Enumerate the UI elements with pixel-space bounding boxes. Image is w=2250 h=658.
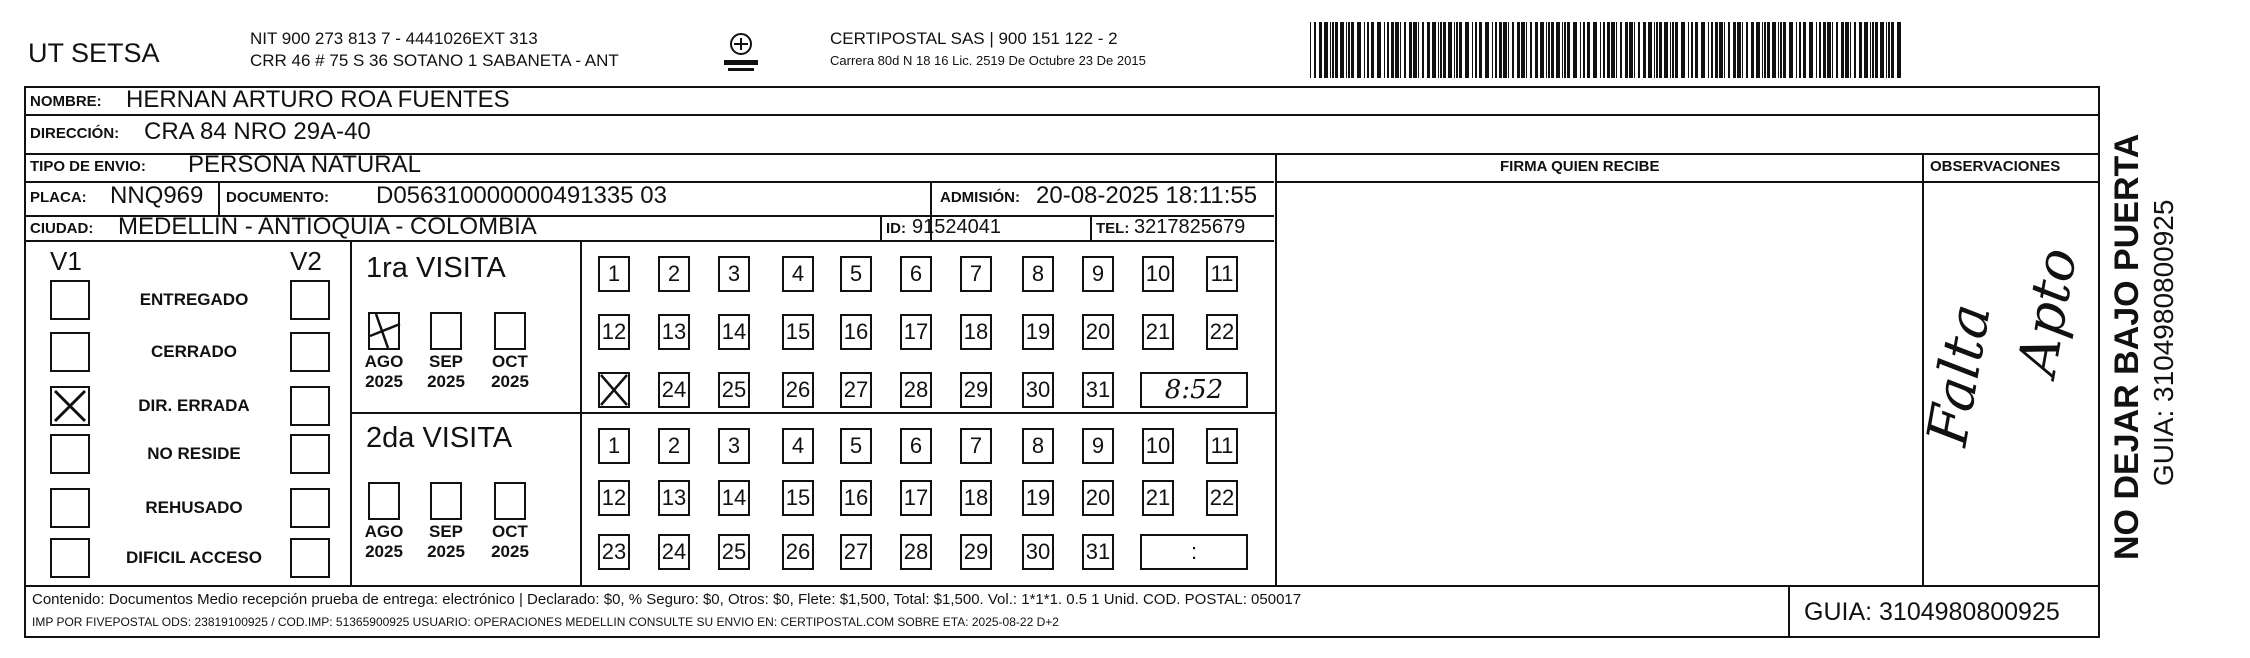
second-visit-month-label: [420, 522, 472, 561]
v1-label: V1: [50, 246, 82, 276]
second-visit-month-label: [358, 522, 410, 561]
first-visit-title: 1ra VISITA: [366, 252, 506, 284]
certipostal-logo: [718, 30, 764, 74]
first-visit-month-checkbox[interactable]: [430, 312, 462, 350]
first-visit-day-27[interactable]: 27: [840, 372, 872, 408]
direccion-label: DIRECCIÓN:: [30, 125, 120, 142]
second-visit-day-14[interactable]: 14: [718, 480, 750, 516]
second-visit-day-15[interactable]: 15: [782, 480, 814, 516]
v1-checkbox[interactable]: [50, 332, 90, 372]
v2-checkbox[interactable]: [290, 386, 330, 426]
id-label: ID:: [886, 220, 906, 237]
second-visit-day-9[interactable]: 9: [1082, 428, 1114, 464]
first-visit-day-5[interactable]: 5: [840, 256, 872, 292]
second-visit-day-11[interactable]: 11: [1206, 428, 1238, 464]
second-visit-month-checkbox[interactable]: [368, 482, 400, 520]
first-visit-day-17[interactable]: 17: [900, 314, 932, 350]
first-visit-day-1[interactable]: 1: [598, 256, 630, 292]
first-visit-time-box[interactable]: 8:52: [1140, 372, 1248, 408]
first-visit-day-20[interactable]: 20: [1082, 314, 1114, 350]
first-visit-day-29[interactable]: 29: [960, 372, 992, 408]
second-visit-day-21[interactable]: 21: [1142, 480, 1174, 516]
first-visit-day-2[interactable]: 2: [658, 256, 690, 292]
footer-imp: IMP POR FIVEPOSTAL ODS: 23819100925 / COD.IMP: 51365900925 USUARIO: OPERACIONES MEDELLIN CONSULTE SU ENVIO EN: CERTIPOSTAL.COM SOBRE ETA: 2025-08-22 D+2: [32, 615, 1059, 629]
second-visit-day-19[interactable]: 19: [1022, 480, 1054, 516]
first-visit-day-22[interactable]: 22: [1206, 314, 1238, 350]
observation-handwritten-apto: Apto: [2005, 243, 2090, 381]
first-visit-day-12[interactable]: 12: [598, 314, 630, 350]
second-visit-day-18[interactable]: 18: [960, 480, 992, 516]
month-name: OCT: [492, 352, 528, 371]
tel-value: 3217825679: [1134, 216, 1246, 238]
first-visit-day-30[interactable]: 30: [1022, 372, 1054, 408]
month-year: 2025: [427, 541, 465, 561]
status-option-label: REHUSADO: [145, 498, 243, 517]
v2-checkbox[interactable]: [290, 280, 330, 320]
admision-label: ADMISIÓN:: [940, 189, 1020, 206]
second-visit-day-22[interactable]: 22: [1206, 480, 1238, 516]
second-visit-day-2[interactable]: 2: [658, 428, 690, 464]
status-option-label: ENTREGADO: [139, 290, 249, 309]
tipo-value: PERSONA NATURAL: [188, 151, 421, 178]
first-visit-month-checkbox[interactable]: [368, 312, 400, 350]
second-visit-day-5[interactable]: 5: [840, 428, 872, 464]
month-year: 2025: [365, 371, 403, 391]
status-option-label: NO RESIDE: [147, 444, 241, 463]
second-visit-month-checkbox[interactable]: [430, 482, 462, 520]
placa-value: NNQ969: [110, 182, 204, 209]
side-guia: GUIA: 3104980800925: [2148, 199, 2179, 486]
second-visit-day-31[interactable]: 31: [1082, 534, 1114, 570]
ciudad-label: CIUDAD:: [30, 220, 94, 237]
second-visit-day-23[interactable]: 23: [598, 534, 630, 570]
second-visit-day-20[interactable]: 20: [1082, 480, 1114, 516]
barcode: [1310, 22, 1904, 78]
first-visit-month-label: [358, 352, 410, 391]
postal-line-1: CERTIPOSTAL SAS | 900 151 122 - 2: [830, 29, 1118, 48]
first-visit-day-18[interactable]: 18: [960, 314, 992, 350]
id-value: 91524041: [912, 216, 1001, 238]
footer-contenido: Contenido: Documentos Medio recepción prueba de entrega: electrónico | Declarado: $0, % Seguro: $0, Otros: $0, Flete: $1,500, Total: $1,500. Vol.: 1*1*1. 0.5 1 Unid. COD. POSTAL: 050017: [32, 591, 1302, 608]
second-visit-month-checkbox[interactable]: [494, 482, 526, 520]
second-visit-day-10[interactable]: 10: [1142, 428, 1174, 464]
first-visit-day-8[interactable]: 8: [1022, 256, 1054, 292]
status-option-label: CERRADO: [151, 342, 237, 361]
second-visit-day-12[interactable]: 12: [598, 480, 630, 516]
tipo-label: TIPO DE ENVIO:: [30, 158, 146, 175]
second-visit-day-3[interactable]: 3: [718, 428, 750, 464]
v1-checkbox[interactable]: [50, 280, 90, 320]
first-visit-day-14[interactable]: 14: [718, 314, 750, 350]
first-visit-day-24[interactable]: 24: [658, 372, 690, 408]
second-visit-day-27[interactable]: 27: [840, 534, 872, 570]
firma-label: FIRMA QUIEN RECIBE: [1500, 158, 1660, 175]
v2-checkbox[interactable]: [290, 488, 330, 528]
second-visit-day-8[interactable]: 8: [1022, 428, 1054, 464]
documento-label: DOCUMENTO:: [226, 189, 330, 206]
second-visit-day-25[interactable]: 25: [718, 534, 750, 570]
first-visit-month-label: [420, 352, 472, 391]
side-warning: NO DEJAR BAJO PUERTA: [2108, 133, 2146, 560]
observaciones-label: OBSERVACIONES: [1930, 158, 2061, 175]
month-year: 2025: [427, 371, 465, 391]
second-visit-time-box[interactable]: :: [1140, 534, 1248, 570]
v2-checkbox[interactable]: [290, 538, 330, 578]
second-visit-day-6[interactable]: 6: [900, 428, 932, 464]
direccion-value: CRA 84 NRO 29A-40: [144, 118, 371, 145]
second-visit-day-24[interactable]: 24: [658, 534, 690, 570]
first-visit-day-9[interactable]: 9: [1082, 256, 1114, 292]
postal-line-2: Carrera 80d N 18 16 Lic. 2519 De Octubre 23 De 2015: [830, 53, 1146, 68]
first-visit-month-label: [484, 352, 536, 391]
month-year: 2025: [491, 541, 529, 561]
month-name: SEP: [428, 352, 464, 371]
first-visit-day-7[interactable]: 7: [960, 256, 992, 292]
documento-value: D056310000000491335 03: [376, 182, 667, 209]
first-visit-month-checkbox[interactable]: [494, 312, 526, 350]
admision-value: 20-08-2025 18:11:55: [1036, 182, 1258, 209]
placa-label: PLACA:: [30, 189, 87, 206]
ciudad-value: MEDELLIN - ANTIOQUIA - COLOMBIA: [118, 213, 537, 240]
status-option-label: DIR. ERRADA: [138, 396, 250, 415]
second-visit-day-7[interactable]: 7: [960, 428, 992, 464]
first-visit-day-6[interactable]: 6: [900, 256, 932, 292]
second-visit-month-label: [484, 522, 536, 561]
second-visit-day-26[interactable]: 26: [782, 534, 814, 570]
month-name: SEP: [428, 522, 464, 541]
second-visit-title: 2da VISITA: [366, 422, 513, 454]
v1-checkbox[interactable]: [50, 434, 90, 474]
first-visit-day-10[interactable]: 10: [1142, 256, 1174, 292]
first-visit-day-31[interactable]: 31: [1082, 372, 1114, 408]
second-visit-day-28[interactable]: 28: [900, 534, 932, 570]
nombre-label: NOMBRE:: [30, 93, 102, 110]
nit-line-1: NIT 900 273 813 7 - 4441026EXT 313: [250, 29, 538, 48]
first-visit-day-25[interactable]: 25: [718, 372, 750, 408]
first-visit-day-16[interactable]: 16: [840, 314, 872, 350]
month-name: AGO: [364, 522, 404, 541]
v1-checkbox[interactable]: [50, 538, 90, 578]
v2-checkbox[interactable]: [290, 332, 330, 372]
v1-checkbox[interactable]: [50, 488, 90, 528]
tel-label: TEL:: [1096, 220, 1130, 237]
company-name: UT SETSA: [28, 38, 160, 68]
second-visit-day-16[interactable]: 16: [840, 480, 872, 516]
first-visit-day-23[interactable]: [598, 372, 630, 408]
second-visit-day-13[interactable]: 13: [658, 480, 690, 516]
nit-line-2: CRR 46 # 75 S 36 SOTANO 1 SABANETA - ANT: [250, 51, 619, 70]
first-visit-day-28[interactable]: 28: [900, 372, 932, 408]
second-visit-day-4[interactable]: 4: [782, 428, 814, 464]
observation-handwritten-falta: Falta: [1915, 299, 2004, 451]
month-year: 2025: [491, 371, 529, 391]
first-visit-day-26[interactable]: 26: [782, 372, 814, 408]
second-visit-day-29[interactable]: 29: [960, 534, 992, 570]
v1-checkbox[interactable]: [50, 386, 90, 426]
first-visit-day-4[interactable]: 4: [782, 256, 814, 292]
second-visit-day-1[interactable]: 1: [598, 428, 630, 464]
first-visit-day-19[interactable]: 19: [1022, 314, 1054, 350]
first-visit-day-3[interactable]: 3: [718, 256, 750, 292]
footer-guia: GUIA: 3104980800925: [1804, 598, 2060, 626]
nombre-value: HERNAN ARTURO ROA FUENTES: [126, 86, 510, 113]
first-visit-day-15[interactable]: 15: [782, 314, 814, 350]
first-visit-day-13[interactable]: 13: [658, 314, 690, 350]
first-visit-day-11[interactable]: 11: [1206, 256, 1238, 292]
month-year: 2025: [365, 541, 403, 561]
second-visit-day-17[interactable]: 17: [900, 480, 932, 516]
status-option-label: DIFICIL ACCESO: [125, 548, 262, 567]
v2-label: V2: [290, 246, 322, 276]
month-name: AGO: [364, 352, 404, 371]
second-visit-day-30[interactable]: 30: [1022, 534, 1054, 570]
month-name: OCT: [492, 522, 528, 541]
first-visit-day-21[interactable]: 21: [1142, 314, 1174, 350]
v2-checkbox[interactable]: [290, 434, 330, 474]
